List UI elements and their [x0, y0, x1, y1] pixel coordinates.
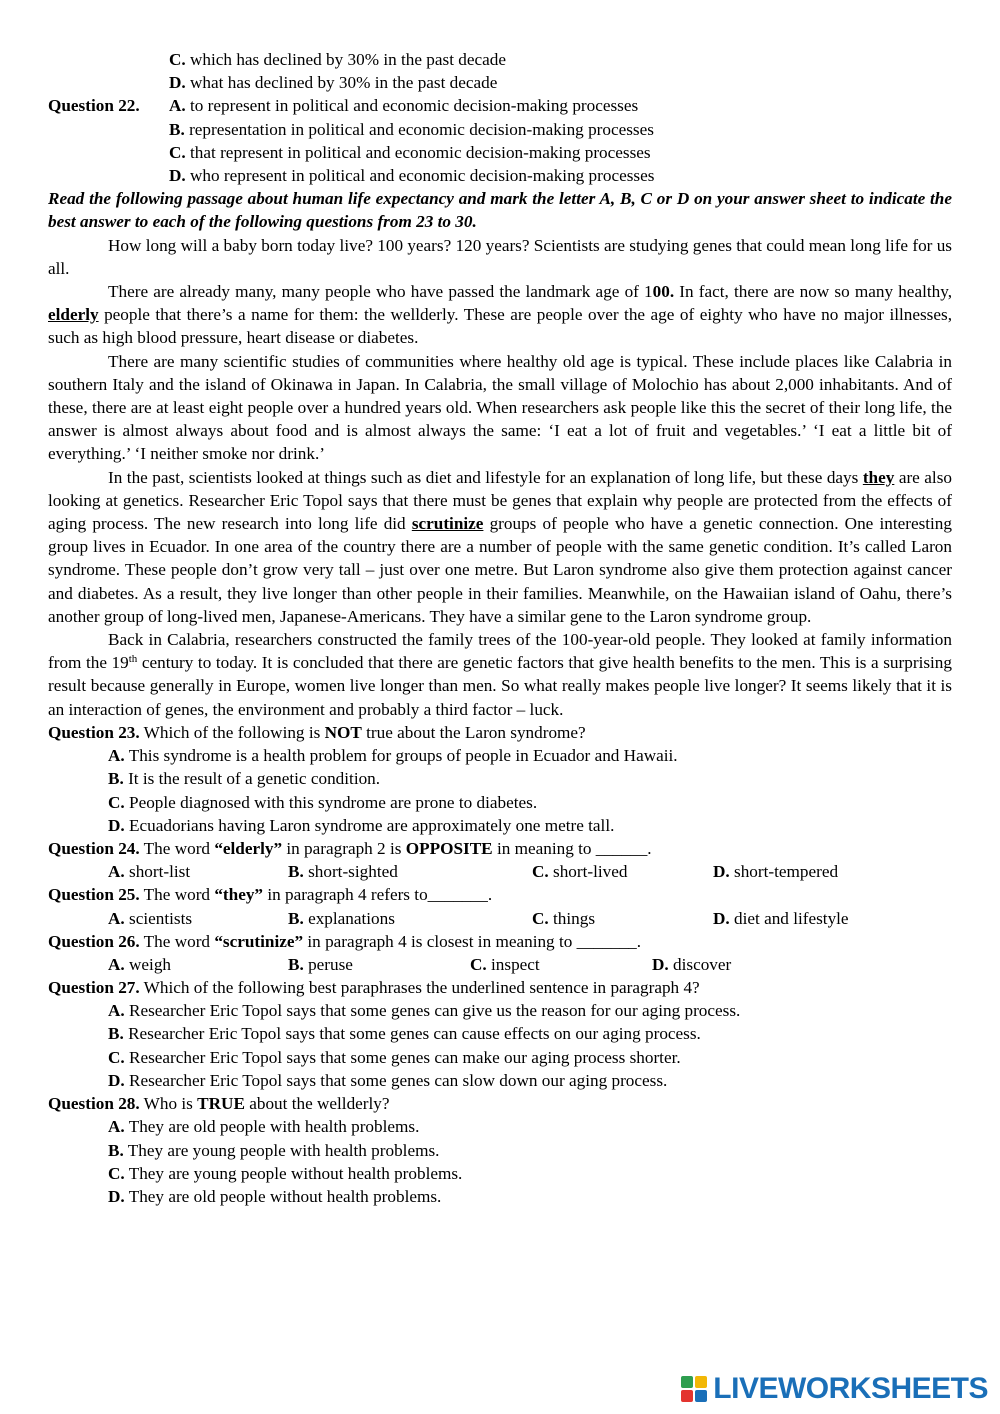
q25-label: Question 25.	[48, 885, 140, 905]
q26-option-c: C. inspect	[470, 954, 540, 974]
q28-label: Question 28.	[48, 1094, 140, 1114]
q23-stem: Question 23. Which of the following is NOT true about the Laron syndrome?	[48, 722, 586, 742]
q25-option-b: B. explanations	[288, 908, 395, 928]
q27-option-d: D. Researcher Eric Topol says that some genes can slow down our aging process.	[108, 1070, 668, 1090]
q27-label: Question 27.	[48, 978, 140, 998]
passage-paragraph-4: In the past, scientists looked at things such as diet and lifestyle for an explanation of long life, but these days they are also looking at genetics. Researcher Eric Topol says that there must be genes that explain why people are protected from the effects of aging process. The new research into long life did scrutinize groups of people who have a genetic connection. One interesting group lives in Ecuador. In one area of the country there are a number of people with the same genetic condition. It’s called Laron syndrome. These people don’t grow very tall – just over one metre. But Laron syndrome also give them protection against cancer and diabetes. As a result, they live longer than other people in their families. Meanwhile, on the Hawaiian island of Oahu, there’s another group of long-lived men, Japanese-Americans. They have a similar gene to the Laron syndrome group.	[48, 467, 952, 626]
q23-option-c: C. People diagnosed with this syndrome are prone to diabetes.	[108, 792, 538, 812]
worksheet-page	[48, 48, 952, 1208]
passage-paragraph-3: There are many scientific studies of communities where healthy old age is typical. These include places like Calabria in southern Italy and the island of Okinawa in Japan. In Calabria, the small village of Molochio has about 2,000 inhabitants. And of these, there are at least eight people over a hundred years old. When researchers ask people like this the secret of their long life, the answer is almost always about food and is almost always the same: ‘I eat a lot of fruit and vegetables.’ ‘I eat a little bit of everything.’ ‘I neither smoke nor drink.’	[48, 351, 952, 464]
q24-stem: Question 24. The word “elderly” in paragraph 2 is OPPOSITE in meaning to ______.	[48, 838, 652, 858]
q24-option-b: B. short-sighted	[288, 862, 398, 882]
reading-instruction: Read the following passage about human life expectancy and mark the letter A, B, C or D on your answer sheet to indicate the best answer to each of the following questions from 23 to 30.	[48, 189, 952, 232]
q25-options-row	[48, 907, 952, 930]
passage-paragraph-2: There are already many, many people who have passed the landmark age of 100. In fact, there are now so many healthy, elderly people that there’s a name for them: the wellderly. These are people over the age of eighty who have no major illnesses, such as high blood pressure, heart disease or diabetes.	[48, 282, 952, 348]
q24-option-d: D. short-tempered	[713, 862, 839, 882]
q26-stem: Question 26. The word “scrutinize” in paragraph 4 is closest in meaning to _______.	[48, 931, 642, 951]
underlined-word-elderly: elderly	[48, 305, 99, 325]
liveworksheets-logo-text: LIVEWORKSHEETS	[713, 1372, 988, 1406]
passage-paragraph-1: How long will a baby born today live? 100 years? 120 years? Scientists are studying genes that could mean long life for us all.	[48, 235, 952, 278]
liveworksheets-logo-icon	[681, 1376, 707, 1402]
q27-option-a: A. Researcher Eric Topol says that some genes can give us the reason for our aging process.	[108, 1001, 741, 1021]
q22-option-c: C. that represent in political and economic decision-making processes	[169, 142, 651, 162]
q26-option-a: A. weigh	[108, 954, 172, 974]
q26-option-b: B. peruse	[288, 954, 353, 974]
q28-option-a: A. They are old people with health problems.	[108, 1117, 420, 1137]
q28-option-c: C. They are young people without health problems.	[108, 1163, 463, 1183]
liveworksheets-logo[interactable]	[681, 1372, 988, 1406]
q28-option-d: D. They are old people without health problems.	[108, 1186, 442, 1206]
q26-label: Question 26.	[48, 931, 140, 951]
q24-option-c: C. short-lived	[532, 862, 628, 882]
q23-option-b: B. It is the result of a genetic condition.	[108, 769, 381, 789]
q21-option-c: C. which has declined by 30% in the past decade	[169, 50, 506, 69]
q24-label: Question 24.	[48, 838, 140, 858]
underlined-word-scrutinize: scrutinize	[411, 514, 484, 534]
passage-paragraph-5: Back in Calabria, researchers constructed the family trees of the 100-year-old people. They looked at family information from the 19th century to today. It is concluded that there are genetic factors that give health benefits to the men. This is a surprising result because generally in Europe, women live longer than men. So what really makes people live longer? It seems likely that it is an interaction of genes, the environment and probably a third factor – luck.	[48, 630, 952, 719]
q28-stem: Question 28. Who is TRUE about the wellderly?	[48, 1094, 390, 1114]
q25-stem: Question 25. The word “they” in paragraph 4 refers to_______.	[48, 885, 493, 905]
q23-option-a: A. This syndrome is a health problem for groups of people in Ecuador and Hawaii.	[108, 746, 678, 766]
q26-option-d: D. discover	[652, 954, 732, 974]
q22-label: Question 22.	[48, 96, 140, 116]
q25-option-d: D. diet and lifestyle	[713, 908, 849, 928]
q21-option-d: D. what has declined by 30% in the past decade	[169, 73, 498, 93]
q27-stem: Question 27. Which of the following best paraphrases the underlined sentence in paragraph 4?	[48, 978, 700, 998]
q28-option-b: B. They are young people with health problems.	[108, 1140, 440, 1160]
q22-option-d: D. who represent in political and economic decision-making processes	[169, 166, 655, 186]
q27-option-c: C. Researcher Eric Topol says that some genes can make our aging process shorter.	[108, 1047, 681, 1067]
q23-label: Question 23.	[48, 722, 140, 742]
q23-option-d: D. Ecuadorians having Laron syndrome are approximately one metre tall.	[108, 815, 615, 835]
q25-option-c: C. things	[532, 908, 596, 928]
q24-option-a: A. short-list	[108, 862, 191, 882]
underlined-word-they: they	[862, 467, 895, 487]
q22-option-b: B. representation in political and economic decision-making processes	[169, 119, 654, 139]
q27-option-b: B. Researcher Eric Topol says that some genes can cause effects on our aging process.	[108, 1024, 701, 1044]
q24-options-row	[48, 860, 952, 883]
q22-option-a: Question 22. A. to represent in political and economic decision-making processes	[48, 94, 952, 117]
q26-options-row	[48, 953, 952, 976]
q25-option-a: A. scientists	[108, 908, 193, 928]
